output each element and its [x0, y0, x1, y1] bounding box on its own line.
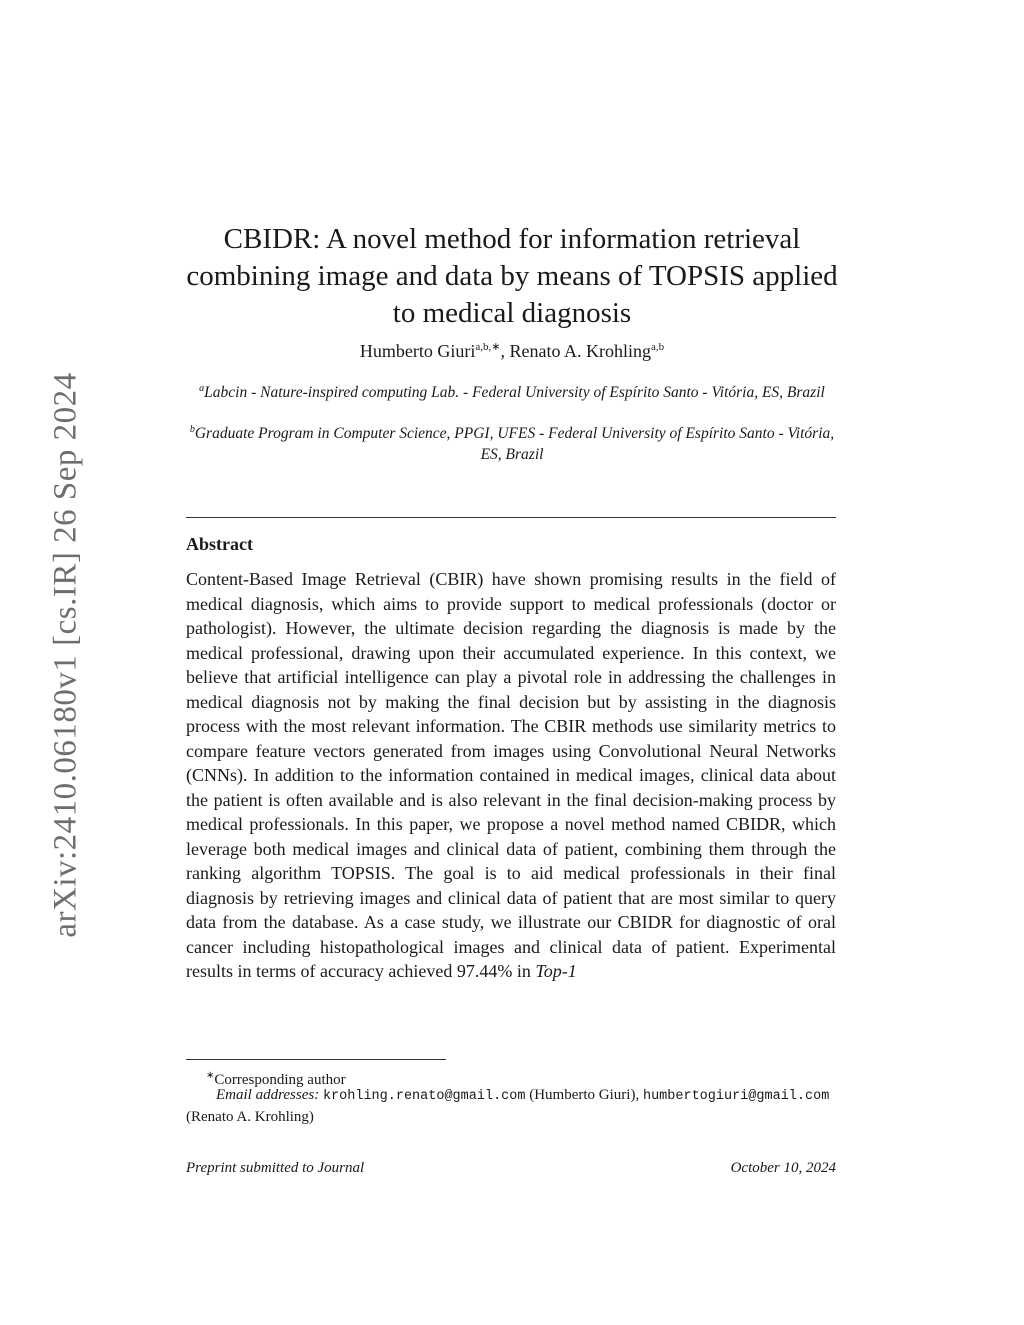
- email-1-link[interactable]: krohling.renato@gmail.com: [322, 1089, 526, 1104]
- email-2-link[interactable]: humbertogiuri@gmail.com: [642, 1089, 830, 1104]
- affiliation-a: [186, 378, 838, 403]
- author-2-affil-marks: a,b: [650, 341, 665, 353]
- affiliation-a-text: Labcin - Nature-inspired computing Lab. - Federal University of Espírito Santo - Vitória, ES, Brazil: [204, 384, 825, 402]
- author-1-name: Humberto Giuri: [359, 341, 476, 361]
- email-1-owner: (Humberto Giuri),: [529, 1087, 640, 1103]
- affiliation-b-text: Graduate Program in Computer Science, PPGI, UFES - Federal University of Espírito Santo - Vitória, ES, Brazil: [194, 425, 835, 464]
- abstract-body: [186, 567, 836, 984]
- affiliation-a-mark: a: [199, 383, 205, 394]
- arxiv-identifier: arXiv:2410.06180v1 [cs.IR] 26 Sep 2024: [47, 372, 84, 938]
- email-2-owner: (Renato A. Krohling): [186, 1109, 314, 1125]
- corresponding-mark: ∗: [206, 1070, 215, 1081]
- preprint-date: October 10, 2024: [730, 1160, 836, 1176]
- title-line-2: combining image and data by means of TOPSIS applied: [186, 260, 838, 293]
- affiliation-b: [186, 419, 838, 465]
- paper-title: [160, 221, 864, 332]
- title-line-1: CBIDR: A novel method for information retrieval: [223, 223, 801, 256]
- footnote-emails: [186, 1085, 836, 1127]
- footnote-rule: [186, 1059, 446, 1060]
- corresponding-text: Corresponding author: [214, 1072, 346, 1088]
- author-1-affil-marks: a,b,∗: [475, 341, 501, 353]
- email-label: Email addresses:: [216, 1087, 320, 1103]
- title-line-3: to medical diagnosis: [392, 297, 632, 330]
- author-separator: ,: [500, 341, 510, 361]
- abstract-text: Content-Based Image Retrieval (CBIR) have shown promising results in the field of medical diagnosis, which aims to provide support to medical professionals (doctor or pathologist). However, the ultimate decision regarding the diagnosis is made by the medical professional, drawing upon their accumulated experience. In this context, we believe that artificial intelligence can play a pivotal role in addressing the challenges in medical diagnosis not by making the final decision but by assisting in the diagnosis process with the most relevant information. The CBIR methods use similarity metrics to compare feature vectors generated from images using Convolutional Neural Networks (CNNs). In addition to the information contained in medical images, clinical data about the patient is often available and is also relevant in the final decision-making process by medical professionals. In this paper, we propose a novel method named CBIDR, which leverage both medical images and clinical data of patient, combining them through the ranking algorithm TOPSIS. The goal is to aid medical professionals in their final diagnosis by retrieving images and clinical data of patient that are most similar to query data from the database. As a case study, we illustrate our CBIDR for diagnostic of oral cancer including histopathological images and clinical data of patient. Experimental results in terms of accuracy achieved 97.44% in: [186, 569, 836, 981]
- abstract-top-rule: [186, 517, 836, 518]
- author-list: [160, 340, 864, 362]
- abstract-heading: Abstract: [186, 534, 253, 554]
- author-2-name: Renato A. Krohling: [509, 341, 651, 361]
- preprint-note: Preprint submitted to Journal: [186, 1160, 365, 1176]
- abstract-text-italic-tail: Top-1: [535, 961, 577, 981]
- affiliation-b-mark: b: [189, 424, 195, 435]
